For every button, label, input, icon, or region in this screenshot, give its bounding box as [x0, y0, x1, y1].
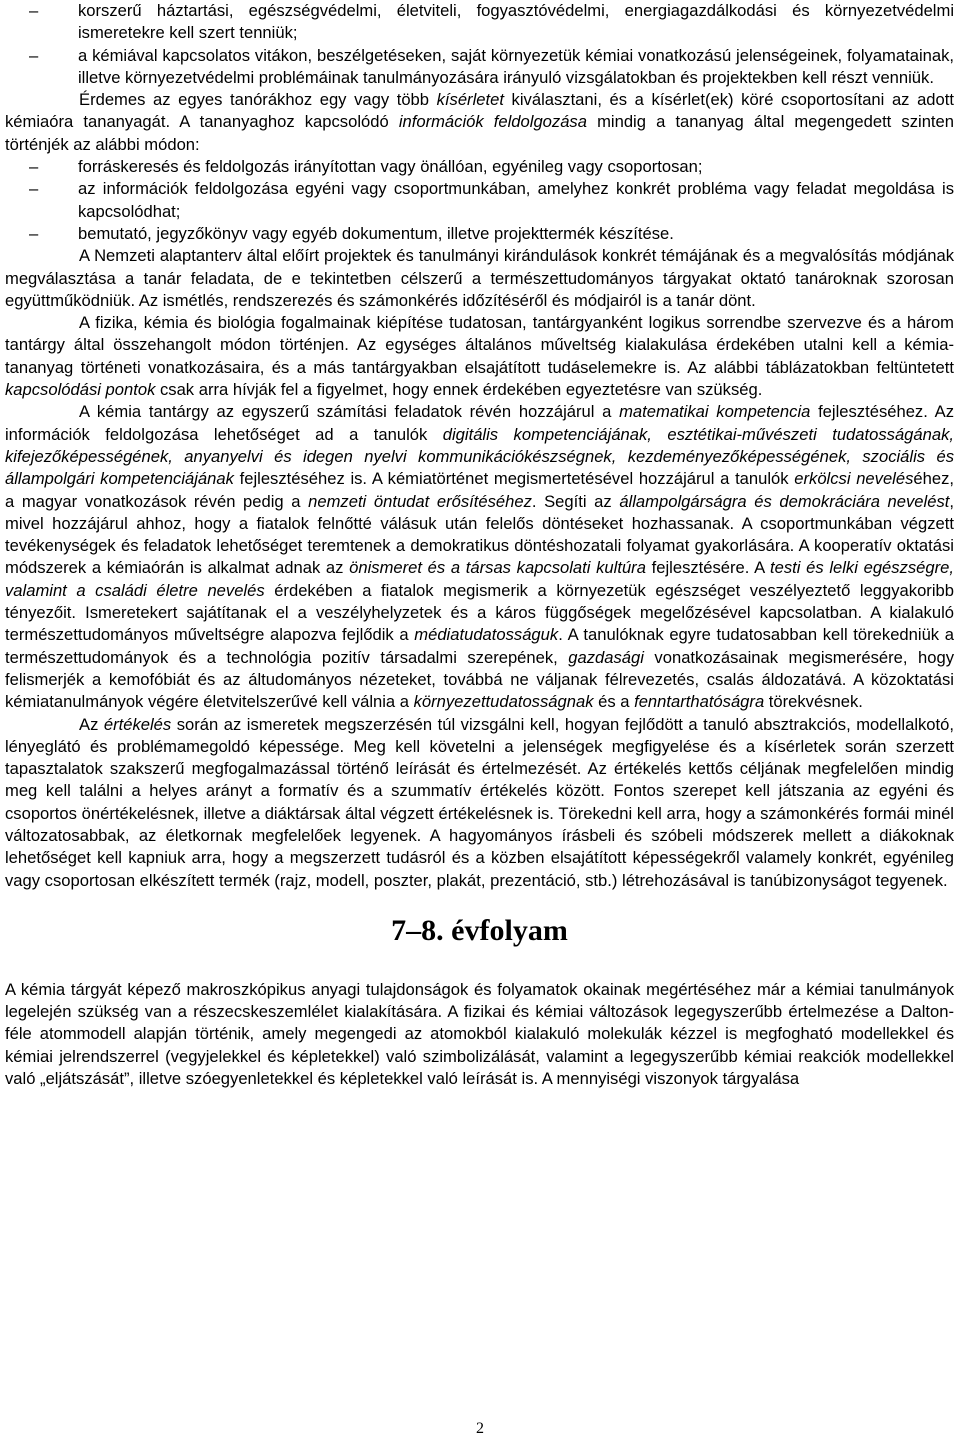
dash-marker: – — [29, 157, 39, 177]
top-bullet-list — [5, 0, 954, 89]
grade-intro-paragraph: A kémia tárgyát képező makroszkópikus anyagi tulajdonságok és folyamatok okainak megértéséhez már a kémiai tanulmányok legelején szükség van a részecskeszemlélet kialakítására. A fizikai és kémiai változások legegyszerűbb értelmezése a Dalton-féle atommodell alapján történik, amely megengedi az atomokból kialakuló molekulák kézzel is megfogható modellekkel és kémiai jelrendszerrel (vegyjelekkel és képletekkel) való szimbolizálását, valamint a legegyszerűbb kémiai reakciók modellekkel való „eljátszását”, illetve szóegyenletekkel és képletekkel való leírását is. A mennyiségi viszonyok tárgyalása — [5, 979, 954, 1089]
list-item-text: a kémiával kapcsolatos vitákon, beszélgetéseken, saját környezetük kémiai vonatkozású jelenségeinek, folyamatainak, illetve környezetvédelmi problémáinak tanulmányozására irányuló vizsgálatokban és projektekben kell részt venniük. — [78, 45, 954, 87]
list-item — [5, 0, 954, 45]
section-heading: 7–8. évfolyam — [391, 913, 568, 947]
list-item — [5, 45, 954, 90]
dash-marker: – — [29, 179, 39, 199]
document-page — [5, 0, 954, 1090]
list-item-text: korszerű háztartási, egészségvédelmi, életviteli, fogyasztóvédelmi, energiagazdálkodási és környezetvédelmi ismeretekre kell szert tenniük; — [78, 1, 954, 43]
dash-marker: – — [29, 45, 39, 65]
connections-paragraph: A fizika, kémia és biológia fogalmainak kiépítése tudatosan, tantárgyanként logikus sorrendbe szervezve és a három tantárgy által összehangolt módon történjen. Az egységes általános műveltség kialakulása érdekében utalni kell a kémia-tananyag történeti vonatkozásaira, és a más tantárgyakban elsajátított tudáselemekre is. Az alábbi táblázatokban feltüntetett kapcsolódási pontok csak arra hívják fel a figyelmet, hogy ennek érdekében egyeztetésre van szükség. — [5, 313, 954, 400]
list-item — [5, 156, 954, 178]
projects-paragraph: A Nemzeti alaptanterv által előírt projektek és tanulmányi kirándulások konkrét témájának és a megvalósítás módjának megválasztása a tanár feladata, de e tekintetben célszerű a természettudományos tárgyakat oktató tanároknak szorosan együttműködniük. Az ismétlés, rendszerezés és számonkérés időzítéséről és módjairól is a tanár dönt. — [5, 246, 954, 310]
list-item — [5, 178, 954, 223]
list-item-text: bemutató, jegyzőkönyv vagy egyéb dokumentum, illetve projekttermék készítése. — [78, 223, 674, 243]
assessment-paragraph: Az értékelés során az ismeretek megszerzésén túl vizsgálni kell, hogyan fejlődött a tanuló absztrakciós, modellalkotó, lényeglátó és problémamegoldó képessége. Meg kell követelni a jelenségek megfigyelése és a kísérletek során szerzett tapasztalatok szakszerű megfogalmazással történő leírását és értelmezését. Az értékelés kettős céljának megfelelően mindig meg kell találni a helyes arányt a formatív és a szummatív értékelés között. Fontos szerepet kell játszania az egyéni és csoportos önértékelésnek, illetve a diáktársak által végzett értékelésnek is. Törekedni kell arra, hogy a számonkérés formái minél változatosabbak, az életkornak megfelelőek legyenek. A hagyományos írásbeli és szóbeli módszerek mellett a diákoknak lehetőséget kell kapniuk arra, hogy a megszerzett tudásról és a közben elsajátított képességekről valamely konkrét, egyénileg vagy csoportosan elkészített termék (rajz, modell, poszter, plakát, prezentáció, stb.) létrehozásával is tanúbizonyságot tegyenek. — [5, 714, 954, 890]
dash-marker: – — [29, 1, 39, 20]
dash-marker: – — [29, 223, 39, 243]
list-item-text: forráskeresés és feldolgozás irányítottan vagy önállóan, egyénileg vagy csoportosan; — [78, 157, 703, 177]
list-item-text: az információk feldolgozása egyéni vagy csoportmunkában, amelyhez konkrét probléma vagy feladat megoldása is kapcsolódhat; — [78, 179, 954, 221]
list-item — [5, 223, 954, 245]
information-processing-list — [5, 156, 954, 245]
page-number: 2 — [476, 1420, 484, 1437]
competencies-paragraph: A kémia tantárgy az egyszerű számítási feladatok révén hozzájárul a matematikai kompetencia fejlesztéséhez. Az információk feldolgozása lehetőséget ad a tanulók digitális kompetenciájának, esztétikai-művészeti tudatosságának, kifejezőképességének, anyanyelvi és idegen nyelvi kommunikációkészségnek, kezdeményezőképességének, szociális és állampolgári kompetenciájának fejlesztéséhez is. A kémiatörténet megismertetésével hozzájárul a tanulók erkölcsi neveléséhez, a magyar vonatkozások révén pedig a nemzeti öntudat erősítéséhez. Segíti az állampolgárságra és demokráciára nevelést, mivel hozzájárul ahhoz, hogy a fiatalok felnőtté válásuk után felelős döntéseket hozhassanak. A csoportmunkában végzett tevékenységek és feladatok lehetőséget teremtenek a demokratikus döntéshozatali folyamat gyakorlására. A kooperatív oktatási módszerek a kémiaórán is alkalmat adnak az önismeret és a társas kapcsolati kultúra fejlesztésére. A testi és lelki egészségre, valamint a családi életre nevelés érdekében a fiatalok megismerik a környezetük egészséget veszélyeztető leggyakoribb tényezőit. Ismeretekert sajátítanak el a veszélyhelyzetek és a káros függőségek megelőzésével kapcsolatban. A kialakuló természettudományos műveltségre alapozva fejlődik a médiatudatosságuk. A tanulóknak egyre tudatosabban kell törekedniük a természettudományok és a technológia pozitív társadalmi szerepének, gazdasági vonatkozásainak megismerésére, hogy felismerjék a kemofóbiát és az áltudományos nézeteket, továbbá ne váljanak félrevezetés, csalás áldozatává. A közoktatási kémiatanulmányok végére életvitelszerűvé kell válnia a környezettudatosságnak és a fenntarthatóságra törekvésnek. — [5, 402, 954, 712]
experiments-paragraph: Érdemes az egyes tanórákhoz egy vagy több kísérletet kiválasztani, és a kísérlet(ek) köré csoportosítani az adott kémiaóra tananyagát. A tananyaghoz kapcsolódó információk feldolgozása mindig a tananyag által megengedett szinten történjék az alábbi módon: — [5, 90, 954, 154]
